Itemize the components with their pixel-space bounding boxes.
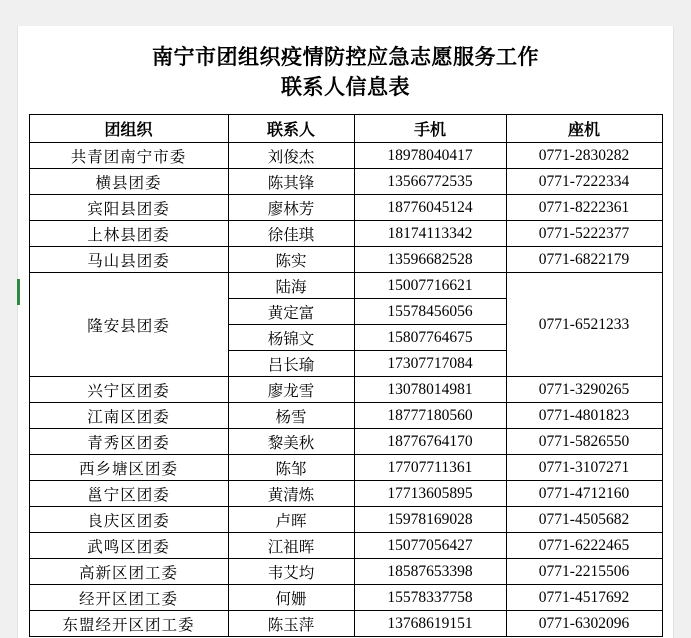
cell-landline: 0771-7222334 bbox=[506, 169, 662, 195]
cell-landline: 0771-3107271 bbox=[506, 455, 662, 481]
cell-mobile: 13566772535 bbox=[354, 169, 506, 195]
table-row bbox=[29, 611, 662, 637]
cell-mobile: 13596682528 bbox=[354, 247, 506, 273]
cell-contact-name: 杨雪 bbox=[228, 403, 354, 429]
cell-mobile: 15077056427 bbox=[354, 533, 506, 559]
table-row bbox=[29, 585, 662, 611]
cell-mobile: 18777180560 bbox=[354, 403, 506, 429]
table-row bbox=[29, 507, 662, 533]
cell-mobile: 18776045124 bbox=[354, 195, 506, 221]
cell-org: 东盟经开区团工委 bbox=[29, 611, 228, 637]
cell-landline: 0771-8222361 bbox=[506, 195, 662, 221]
cell-contact-name: 陈邹 bbox=[228, 455, 354, 481]
cell-mobile: 13078014981 bbox=[354, 377, 506, 403]
cell-org: 兴宁区团委 bbox=[29, 377, 228, 403]
table-row bbox=[29, 143, 662, 169]
page-title-line1: 南宁市团组织疫情防控应急志愿服务工作 bbox=[152, 45, 539, 69]
table-body bbox=[29, 143, 662, 637]
table-row bbox=[29, 559, 662, 585]
cell-landline: 0771-2830282 bbox=[506, 143, 662, 169]
cell-contact-name: 徐佳琪 bbox=[228, 221, 354, 247]
cell-mobile: 17707711361 bbox=[354, 455, 506, 481]
column-header-org: 团组织 bbox=[29, 115, 228, 143]
page-title bbox=[18, 26, 673, 102]
page-title-line2: 联系人信息表 bbox=[281, 75, 410, 99]
cell-contact-name: 韦艾均 bbox=[228, 559, 354, 585]
cell-contact-name: 卢晖 bbox=[228, 507, 354, 533]
cell-mobile: 15578456056 bbox=[354, 299, 506, 325]
cell-org: 西乡塘区团委 bbox=[29, 455, 228, 481]
cell-mobile: 15978169028 bbox=[354, 507, 506, 533]
cell-contact-name: 陈玉萍 bbox=[228, 611, 354, 637]
cell-landline: 0771-2215506 bbox=[506, 559, 662, 585]
cell-landline: 0771-3290265 bbox=[506, 377, 662, 403]
cell-landline: 0771-4505682 bbox=[506, 507, 662, 533]
cell-mobile: 18776764170 bbox=[354, 429, 506, 455]
cell-contact-name: 陆海 bbox=[228, 273, 354, 299]
cell-mobile: 18978040417 bbox=[354, 143, 506, 169]
table-row bbox=[29, 455, 662, 481]
cell-landline: 0771-6822179 bbox=[506, 247, 662, 273]
document-page bbox=[17, 26, 674, 638]
cell-contact-name: 刘俊杰 bbox=[228, 143, 354, 169]
cell-org: 良庆区团委 bbox=[29, 507, 228, 533]
cell-mobile: 15807764675 bbox=[354, 325, 506, 351]
table-header-row bbox=[29, 115, 662, 143]
cell-landline: 0771-4712160 bbox=[506, 481, 662, 507]
contacts-table bbox=[29, 114, 663, 637]
cell-org: 高新区团工委 bbox=[29, 559, 228, 585]
cell-org: 隆安县团委 bbox=[29, 273, 228, 377]
cell-org: 上林县团委 bbox=[29, 221, 228, 247]
table-row bbox=[29, 377, 662, 403]
table-row bbox=[29, 533, 662, 559]
cell-contact-name: 黄清炼 bbox=[228, 481, 354, 507]
cell-landline: 0771-5222377 bbox=[506, 221, 662, 247]
cell-contact-name: 陈其锋 bbox=[228, 169, 354, 195]
cell-contact-name: 陈实 bbox=[228, 247, 354, 273]
column-header-mobile: 手机 bbox=[354, 115, 506, 143]
cell-contact-name: 廖林芳 bbox=[228, 195, 354, 221]
cell-org: 共青团南宁市委 bbox=[29, 143, 228, 169]
column-header-landline: 座机 bbox=[506, 115, 662, 143]
cell-contact-name: 廖龙雪 bbox=[228, 377, 354, 403]
cell-org: 江南区团委 bbox=[29, 403, 228, 429]
cell-contact-name: 杨锦文 bbox=[228, 325, 354, 351]
cell-contact-name: 何姗 bbox=[228, 585, 354, 611]
cell-mobile: 18174113342 bbox=[354, 221, 506, 247]
cell-mobile: 15007716621 bbox=[354, 273, 506, 299]
cell-org: 经开区团工委 bbox=[29, 585, 228, 611]
cell-org: 邕宁区团委 bbox=[29, 481, 228, 507]
table-row bbox=[29, 195, 662, 221]
cell-contact-name: 江祖晖 bbox=[228, 533, 354, 559]
table-row bbox=[29, 221, 662, 247]
column-header-name: 联系人 bbox=[228, 115, 354, 143]
cell-landline: 0771-6521233 bbox=[506, 273, 662, 377]
cell-mobile: 17307717084 bbox=[354, 351, 506, 377]
cell-org: 横县团委 bbox=[29, 169, 228, 195]
cell-org: 宾阳县团委 bbox=[29, 195, 228, 221]
cell-mobile: 15578337758 bbox=[354, 585, 506, 611]
cell-contact-name: 黎美秋 bbox=[228, 429, 354, 455]
cell-org: 青秀区团委 bbox=[29, 429, 228, 455]
table-row bbox=[29, 247, 662, 273]
cell-mobile: 13768619151 bbox=[354, 611, 506, 637]
table-row bbox=[29, 403, 662, 429]
cell-mobile: 18587653398 bbox=[354, 559, 506, 585]
cell-landline: 0771-4517692 bbox=[506, 585, 662, 611]
cell-org: 武鸣区团委 bbox=[29, 533, 228, 559]
table-row bbox=[29, 169, 662, 195]
cell-contact-name: 黄定富 bbox=[228, 299, 354, 325]
cell-landline: 0771-4801823 bbox=[506, 403, 662, 429]
cell-contact-name: 吕长瑜 bbox=[228, 351, 354, 377]
table-row bbox=[29, 429, 662, 455]
cell-landline: 0771-6302096 bbox=[506, 611, 662, 637]
table-row bbox=[29, 273, 662, 299]
cell-landline: 0771-5826550 bbox=[506, 429, 662, 455]
cell-landline: 0771-6222465 bbox=[506, 533, 662, 559]
cell-mobile: 17713605895 bbox=[354, 481, 506, 507]
cell-org: 马山县团委 bbox=[29, 247, 228, 273]
row-selection-marker bbox=[17, 279, 20, 305]
table-row bbox=[29, 481, 662, 507]
